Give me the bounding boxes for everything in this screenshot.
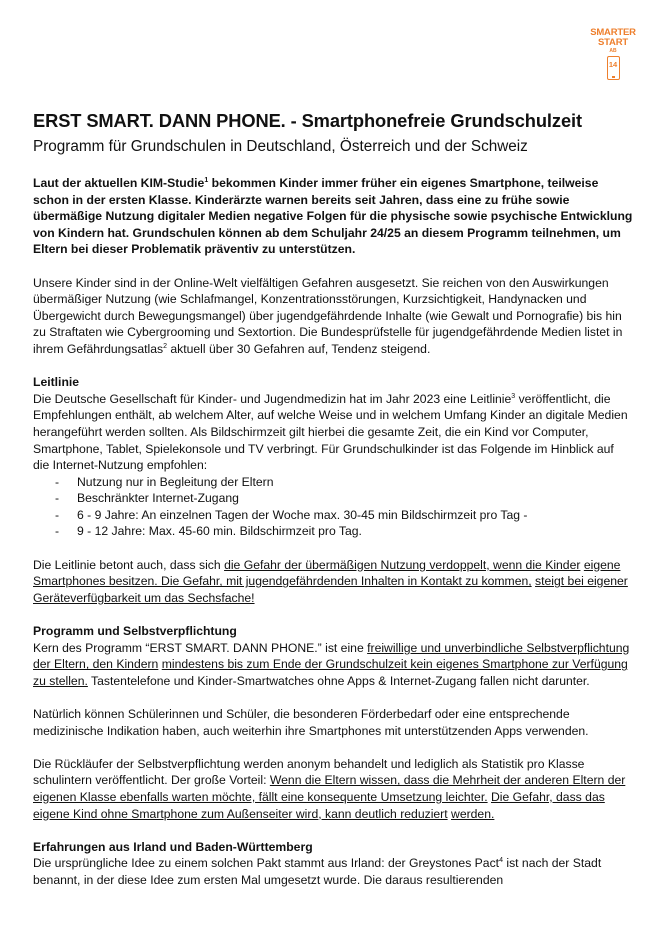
leitlinie-emphasis-paragraph: Die Leitlinie betont auch, dass sich die Gefahr der übermäßigen Nutzung verdoppelt, wenn die Kinder eigene Smartphones besitzen. Die Gefahr, mit jugendgefährdenden Inhalten in Kontakt zu kommen, steigt bei eigener Geräteverfügbarkeit um das Sechsfache! (33, 557, 628, 605)
page-title: ERST SMART. DANN PHONE. - Smartphonefreie Grundschulzeit (33, 110, 582, 131)
footnote-ref-4: 4 (499, 857, 503, 865)
list-item: - 6 - 9 Jahre: An einzelnen Tagen der Woche max. 30-45 min Bildschirmzeit pro Tag - (33, 507, 633, 524)
indikation-paragraph: Natürlich können Schülerinnen und Schüler, die besonderen Förderbedarf oder eine entsprechende medizinische Indikation haben, auch weiterhin ihre Smartphones mit unterstützenden Apps verwenden. (33, 707, 589, 738)
irland-heading: Erfahrungen aus Irland und Baden-Württemberg (33, 839, 313, 854)
smarter-start-logo (588, 28, 638, 80)
list-item: - Nutzung nur in Begleitung der Eltern (33, 474, 633, 491)
statistik-paragraph: Die Rückläufer der Selbstverpflichtung werden anonym behandelt und lediglich als Statistik pro Klasse schulintern veröffentlicht. Der große Vorteil: Wenn die Eltern wissen, dass die Mehrheit der anderen Eltern der eigenen Klasse ebenfalls warten möchte, fällt eine konsequente Umsetzung leichter. Die Gefahr, dass das eigene Kind ohne Smartphone zum Außenseiter wird, kann deutlich reduziert werden. (33, 756, 626, 821)
logo-line-1: SMARTER (590, 27, 636, 38)
dangers-paragraph: Unsere Kinder sind in der Online-Welt vielfältigen Gefahren ausgesetzt. Sie reichen von den Auswirkungen übermäßiger Nutzung (wie Schlafmangel, Konzentrationsstörungen, Kurzsichtigkeit, Handynacken und Übergewicht durch Bewegungsmangel) über jugendgefährdende Inhalte (wie Gewalt und Pornografie) bis hin zu Straftaten wie Cybergrooming und Sextortion. Die Bundesprüfstelle für jugendgefährdende Medien listet in ihrem Gefährdungsatlas$^2$ aktuell über 30 Gefahren auf, Tendenz steigend. (33, 275, 623, 356)
page-subtitle: Programm für Grundschulen in Deutschland, Österreich und der Schweiz (33, 138, 528, 155)
document-body (33, 110, 633, 889)
phone-icon (607, 56, 620, 80)
programm-paragraph: Kern des Programm “ERST SMART. DANN PHONE.” ist eine freiwillige und unverbindliche Selbstverpflichtung der Eltern, den Kindern mindestens bis zum Ende der Grundschulzeit kein eigenes Smartphone zur Verfügung zu stellen. Tastentelefone und Kinder-Smartwatches ohne Apps & Internet-Zugang fallen nicht darunter. (33, 640, 630, 688)
logo-line-3: AB (609, 48, 617, 54)
leitlinie-heading: Leitlinie (33, 375, 80, 390)
list-item: - 9 - 12 Jahre: Max. 45-60 min. Bildschirmzeit pro Tag. (33, 523, 633, 540)
recommendation-list (33, 474, 633, 540)
footnote-ref-3: 3 (511, 392, 516, 400)
logo-line-2: START (598, 37, 628, 48)
footnote-ref-1: 1 (204, 176, 209, 184)
intro-paragraph: Laut der aktuellen KIM-Studie$^1$ bekommen Kinder immer früher ein eigenes Smartphone, teilweise schon in der ersten Klasse. Kinderärzte warnen bereits seit Jahren, dass eine zu frühe sowie übermäßige Nutzung digitaler Medien negative Folgen für die physische sowie psychische Entwicklung von Kindern hat. Grundschulen können ab dem Schuljahr 24/25 an diesem Programm teilnehmen, um Eltern bei dieser Problematik präventiv zu unterstützen. (33, 176, 633, 257)
programm-heading: Programm und Selbstverpflichtung (33, 624, 237, 639)
leitlinie-paragraph: Die Deutsche Gesellschaft für Kinder- und Jugendmedizin hat im Jahr 2023 eine Leitlinie$^3$ veröffentlicht, die Empfehlungen enthält, ab welchem Alter, auf welche Weise und in welchem Umfang Kinder an digitale Medien herangeführt werden sollten. Als Bildschirmzeit gilt hierbei die gesamte Zeit, die ein Kind vor Computer, Smartphone, Tablet, Spielekonsole und TV verbringt. Für Grundschulkinder ist das Folgende im Hinblick auf die Internet-Nutzung empfohlen: (33, 391, 628, 473)
logo-age: 14 (608, 60, 618, 69)
list-item: - Beschränkter Internet-Zugang (33, 490, 633, 507)
irland-paragraph: Die ursprüngliche Idee zu einem solchen Pakt stammt aus Irland: der Greystones Pact$^4$ ist nach der Stadt benannt, in der diese Idee zum ersten Mal umgesetzt wurde. Die daraus resultierenden (33, 856, 602, 887)
footnote-ref-2: 2 (163, 342, 167, 350)
